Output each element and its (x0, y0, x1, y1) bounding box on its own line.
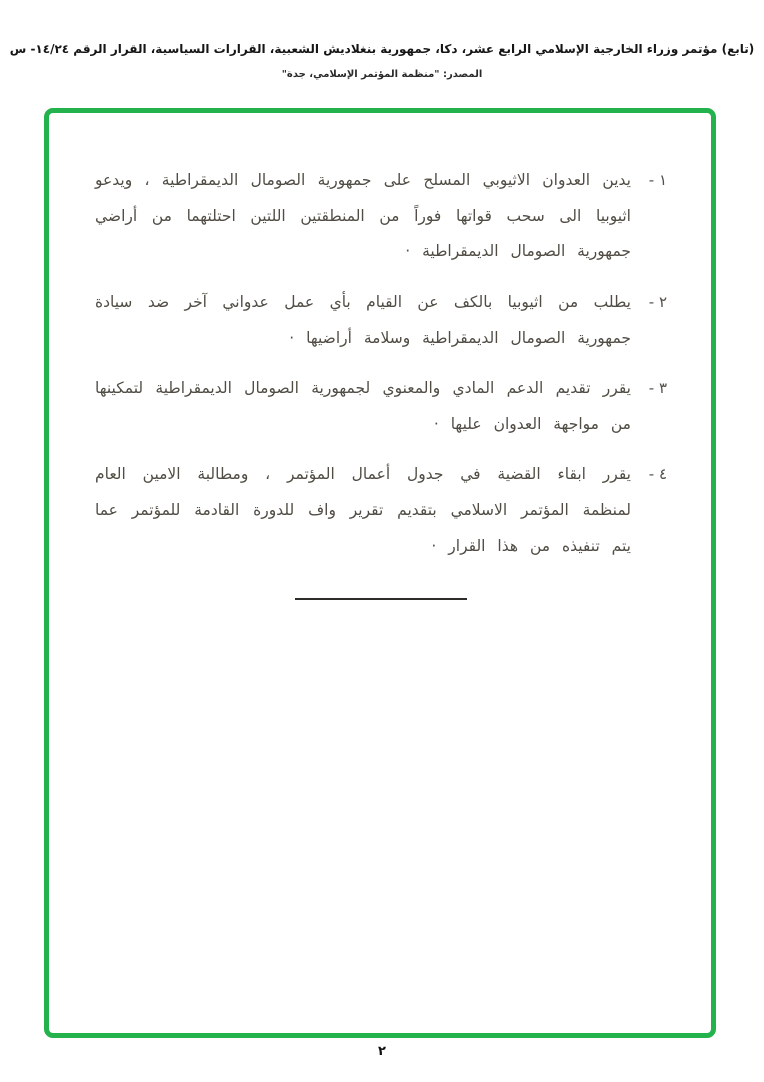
end-of-text-divider (295, 598, 467, 600)
item-number: ٤ - (648, 465, 667, 484)
scanned-document-body (95, 163, 667, 600)
item-text: يقرر ابقاء القضية في جدول أعمال المؤتمر ، ومطالبة الامين العام لمنظمة المؤتمر الاسلامي بتقديم تقرير واف للدورة القادمة للمؤتمر عما يتم تنفيذه من هذا القرار · (95, 465, 631, 555)
resolution-item (95, 371, 667, 442)
item-number: ٢ - (648, 292, 667, 311)
document-source: المصدر: "منظمة المؤتمر الإسلامي، جدة" (281, 69, 483, 80)
item-number: ١ - (648, 171, 667, 189)
item-number: ٣ - (648, 379, 667, 398)
resolution-item (95, 457, 667, 564)
scan-frame (44, 108, 716, 1038)
item-text: يدين العدوان الاثيوبي المسلح على جمهورية الصومال الديمقراطية ، ويدعو اثيوبيا الى سحب قواتها فوراً من المنطقتين اللتين احتلتهما من أراضي جمهورية الصومال الديمقراطية · (95, 171, 631, 261)
document-title: (تابع) مؤتمر وزراء الخارجية الإسلامي الرابع عشر، دكا، جمهورية بنغلاديش الشعبية، القرارات السياسية، القرار الرقم ١٤/٢٤- س (9, 42, 755, 56)
resolution-item (95, 285, 667, 356)
page-header (0, 42, 764, 80)
resolution-item (95, 163, 667, 270)
page-number: ٢ (378, 1044, 386, 1059)
item-text: يقرر تقديم الدعم المادي والمعنوي لجمهورية الصومال الديمقراطية لتمكينها من مواجهة العدوان عليها · (95, 379, 631, 433)
item-text: يطلب من اثيوبيا بالكف عن القيام بأي عمل عدواني آخر ضد سيادة جمهورية الصومال الديمقراطية وسلامة أراضيها · (95, 292, 631, 347)
